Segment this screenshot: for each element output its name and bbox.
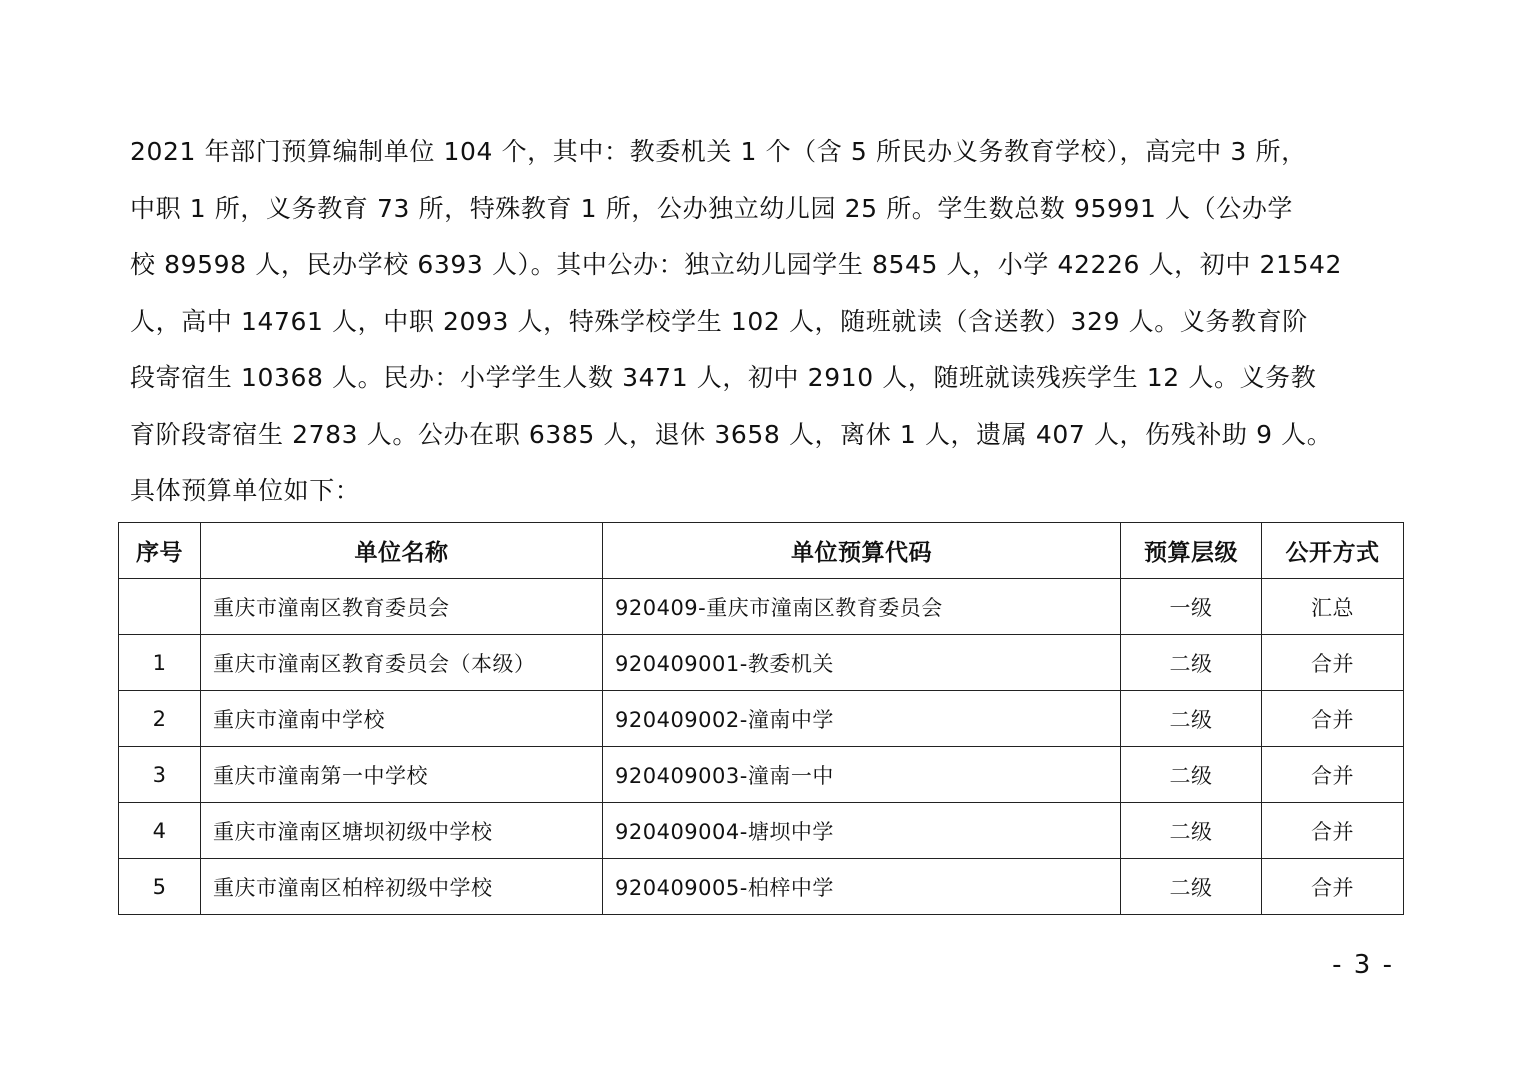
paragraph-line: 中职 1 所，义务教育 73 所，特殊教育 1 所，公办独立幼儿园 25 所。学生数总数 95991 人（公办学 xyxy=(130,193,1294,223)
cell-unit-name: 重庆市潼南区柏梓初级中学校 xyxy=(201,859,603,915)
cell-unit-name: 重庆市潼南中学校 xyxy=(201,691,603,747)
header-disclosure-method: 公开方式 xyxy=(1262,523,1404,579)
cell-index: 4 xyxy=(119,803,201,859)
table-row xyxy=(119,859,1404,915)
cell-index: 5 xyxy=(119,859,201,915)
table-row xyxy=(119,635,1404,691)
paragraph-line: 段寄宿生 10368 人。民办：小学学生人数 3471 人，初中 2910 人，随班就读残疾学生 12 人。义务教 xyxy=(130,363,1317,392)
cell-disclosure-method: 合并 xyxy=(1262,635,1404,691)
paragraph-line: 人，高中 14761 人，中职 2093 人，特殊学校学生 102 人，随班就读（含送教）329 人。义务教育阶 xyxy=(130,306,1308,336)
cell-unit-name: 重庆市潼南区塘坝初级中学校 xyxy=(201,803,603,859)
cell-budget-code: 920409003-潼南一中 xyxy=(603,747,1121,803)
header-unit-name: 单位名称 xyxy=(201,523,603,579)
cell-budget-level: 二级 xyxy=(1121,635,1262,691)
header-budget-code: 单位预算代码 xyxy=(603,523,1121,579)
cell-index: 3 xyxy=(119,747,201,803)
cell-unit-name: 重庆市潼南第一中学校 xyxy=(201,747,603,803)
cell-budget-code: 920409-重庆市潼南区教育委员会 xyxy=(603,579,1121,635)
paragraph-line: 2021 年部门预算编制单位 104 个，其中：教委机关 1 个（含 5 所民办义务教育学校），高完中 3 所， xyxy=(130,137,1307,166)
cell-budget-code: 920409002-潼南中学 xyxy=(603,691,1121,747)
cell-budget-level: 二级 xyxy=(1121,803,1262,859)
table-row xyxy=(119,579,1404,635)
cell-budget-level: 二级 xyxy=(1121,747,1262,803)
cell-unit-name: 重庆市潼南区教育委员会 xyxy=(201,579,603,635)
cell-disclosure-method: 合并 xyxy=(1262,859,1404,915)
cell-index: 1 xyxy=(119,635,201,691)
cell-budget-level: 一级 xyxy=(1121,579,1262,635)
table-header-row xyxy=(119,523,1404,579)
cell-disclosure-method: 合并 xyxy=(1262,691,1404,747)
cell-index xyxy=(119,579,201,635)
cell-index: 2 xyxy=(119,691,201,747)
intro-paragraph xyxy=(130,124,1392,520)
cell-budget-level: 二级 xyxy=(1121,691,1262,747)
header-budget-level: 预算层级 xyxy=(1121,523,1262,579)
cell-unit-name: 重庆市潼南区教育委员会（本级） xyxy=(201,635,603,691)
paragraph-line: 育阶段寄宿生 2783 人。公办在职 6385 人，退休 3658 人，离休 1 人，遗属 407 人，伤残补助 9 人。 xyxy=(130,419,1333,449)
table-row xyxy=(119,691,1404,747)
cell-budget-level: 二级 xyxy=(1121,859,1262,915)
budget-units-table xyxy=(118,522,1404,915)
cell-disclosure-method: 汇总 xyxy=(1262,579,1404,635)
page-number: - 3 - xyxy=(1332,950,1394,980)
cell-budget-code: 920409001-教委机关 xyxy=(603,635,1121,691)
cell-disclosure-method: 合并 xyxy=(1262,803,1404,859)
header-index: 序号 xyxy=(119,523,201,579)
paragraph-line: 校 89598 人，民办学校 6393 人）。其中公办：独立幼儿园学生 8545 人，小学 42226 人，初中 21542 xyxy=(130,250,1343,279)
table-row xyxy=(119,803,1404,859)
cell-budget-code: 920409005-柏梓中学 xyxy=(603,859,1121,915)
table-row xyxy=(119,747,1404,803)
cell-disclosure-method: 合并 xyxy=(1262,747,1404,803)
cell-budget-code: 920409004-塘坝中学 xyxy=(603,803,1121,859)
paragraph-line: 具体预算单位如下： xyxy=(130,476,361,505)
